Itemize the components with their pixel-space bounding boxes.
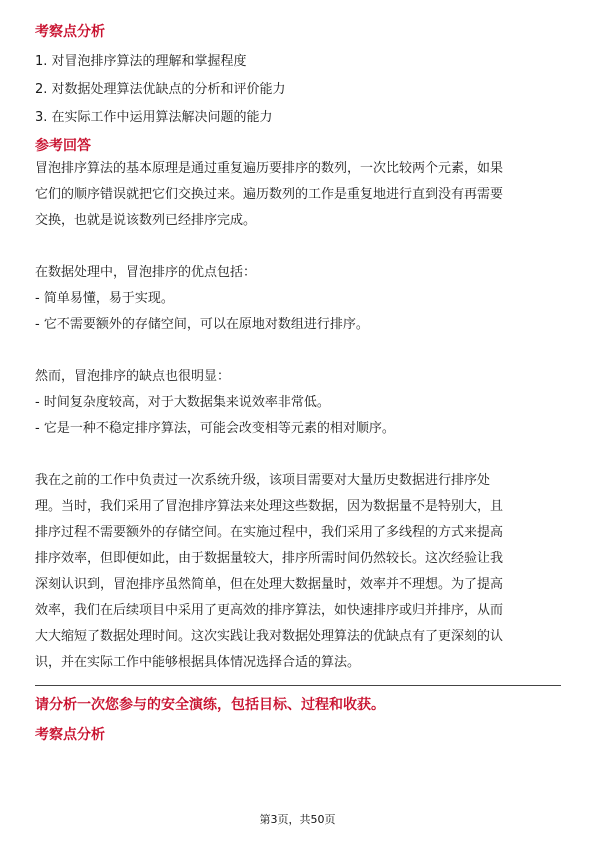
analysis-heading-2: 考察点分析 (35, 727, 105, 743)
analysis-heading: 考察点分析 (35, 24, 105, 40)
text-line: 它们的顺序错误就把它们交换过来。遍历数列的工作是重复地进行直到没有再需要 (35, 187, 504, 202)
paragraph-experience (35, 468, 561, 676)
text-line: 在数据处理中，冒泡排序的优点包括： (35, 265, 257, 280)
text-line: - 简单易懂，易于实现。 (35, 291, 174, 306)
analysis-list (35, 52, 561, 128)
text-line: 排序过程不需要额外的存储空间。在实施过程中，我们采用了多线程的方式来提高 (35, 525, 504, 540)
list-item: 2. 对数据处理算法优缺点的分析和评价能力 (35, 82, 286, 97)
list-item: 1. 对冒泡排序算法的理解和掌握程度 (35, 54, 247, 69)
text-line: 排序效率，但即便如此，由于数据量较大，排序所需时间仍然较长。这次经验让我 (35, 551, 504, 566)
text-line: - 它不需要额外的存储空间，可以在原地对数组进行排序。 (35, 317, 369, 332)
text-line: 大大缩短了数据处理时间。这次实践让我对数据处理算法的优缺点有了更深刻的认 (35, 629, 504, 644)
text-line: 识，并在实际工作中能够根据具体情况选择合适的算法。 (35, 655, 361, 670)
paragraph-advantages (35, 260, 561, 338)
page-number: 第3页，共50页 (259, 813, 336, 826)
text-line: 理。当时，我们采用了冒泡排序算法来处理这些数据，因为数据量不是特别大，且 (35, 499, 504, 514)
question-heading: 请分析一次您参与的安全演练，包括目标、过程和收获。 (35, 697, 385, 713)
paragraph-principle (35, 156, 561, 234)
text-line: 交换，也就是说该数列已经排序完成。 (35, 213, 257, 228)
text-line: - 它是一种不稳定排序算法，可能会改变相等元素的相对顺序。 (35, 421, 395, 436)
text-line: 冒泡排序算法的基本原理是通过重复遍历要排序的数列，一次比较两个元素，如果 (35, 161, 504, 176)
paragraph-disadvantages (35, 364, 561, 442)
answer-heading: 参考回答 (35, 138, 91, 154)
text-line: - 时间复杂度较高，对于大数据集来说效率非常低。 (35, 395, 330, 410)
page-content (35, 22, 561, 745)
text-line: 效率，我们在后续项目中采用了更高效的排序算法，如快速排序或归并排序，从而 (35, 603, 504, 618)
text-line: 然而，冒泡排序的缺点也很明显： (35, 369, 231, 384)
text-line: 深刻认识到，冒泡排序虽然简单，但在处理大数据量时，效率并不理想。为了提高 (35, 577, 504, 592)
text-line: 我在之前的工作中负责过一次系统升级，该项目需要对大量历史数据进行排序处 (35, 473, 491, 488)
answer-body (35, 156, 561, 676)
section-divider (35, 685, 561, 686)
list-item: 3. 在实际工作中运用算法解决问题的能力 (35, 110, 273, 125)
